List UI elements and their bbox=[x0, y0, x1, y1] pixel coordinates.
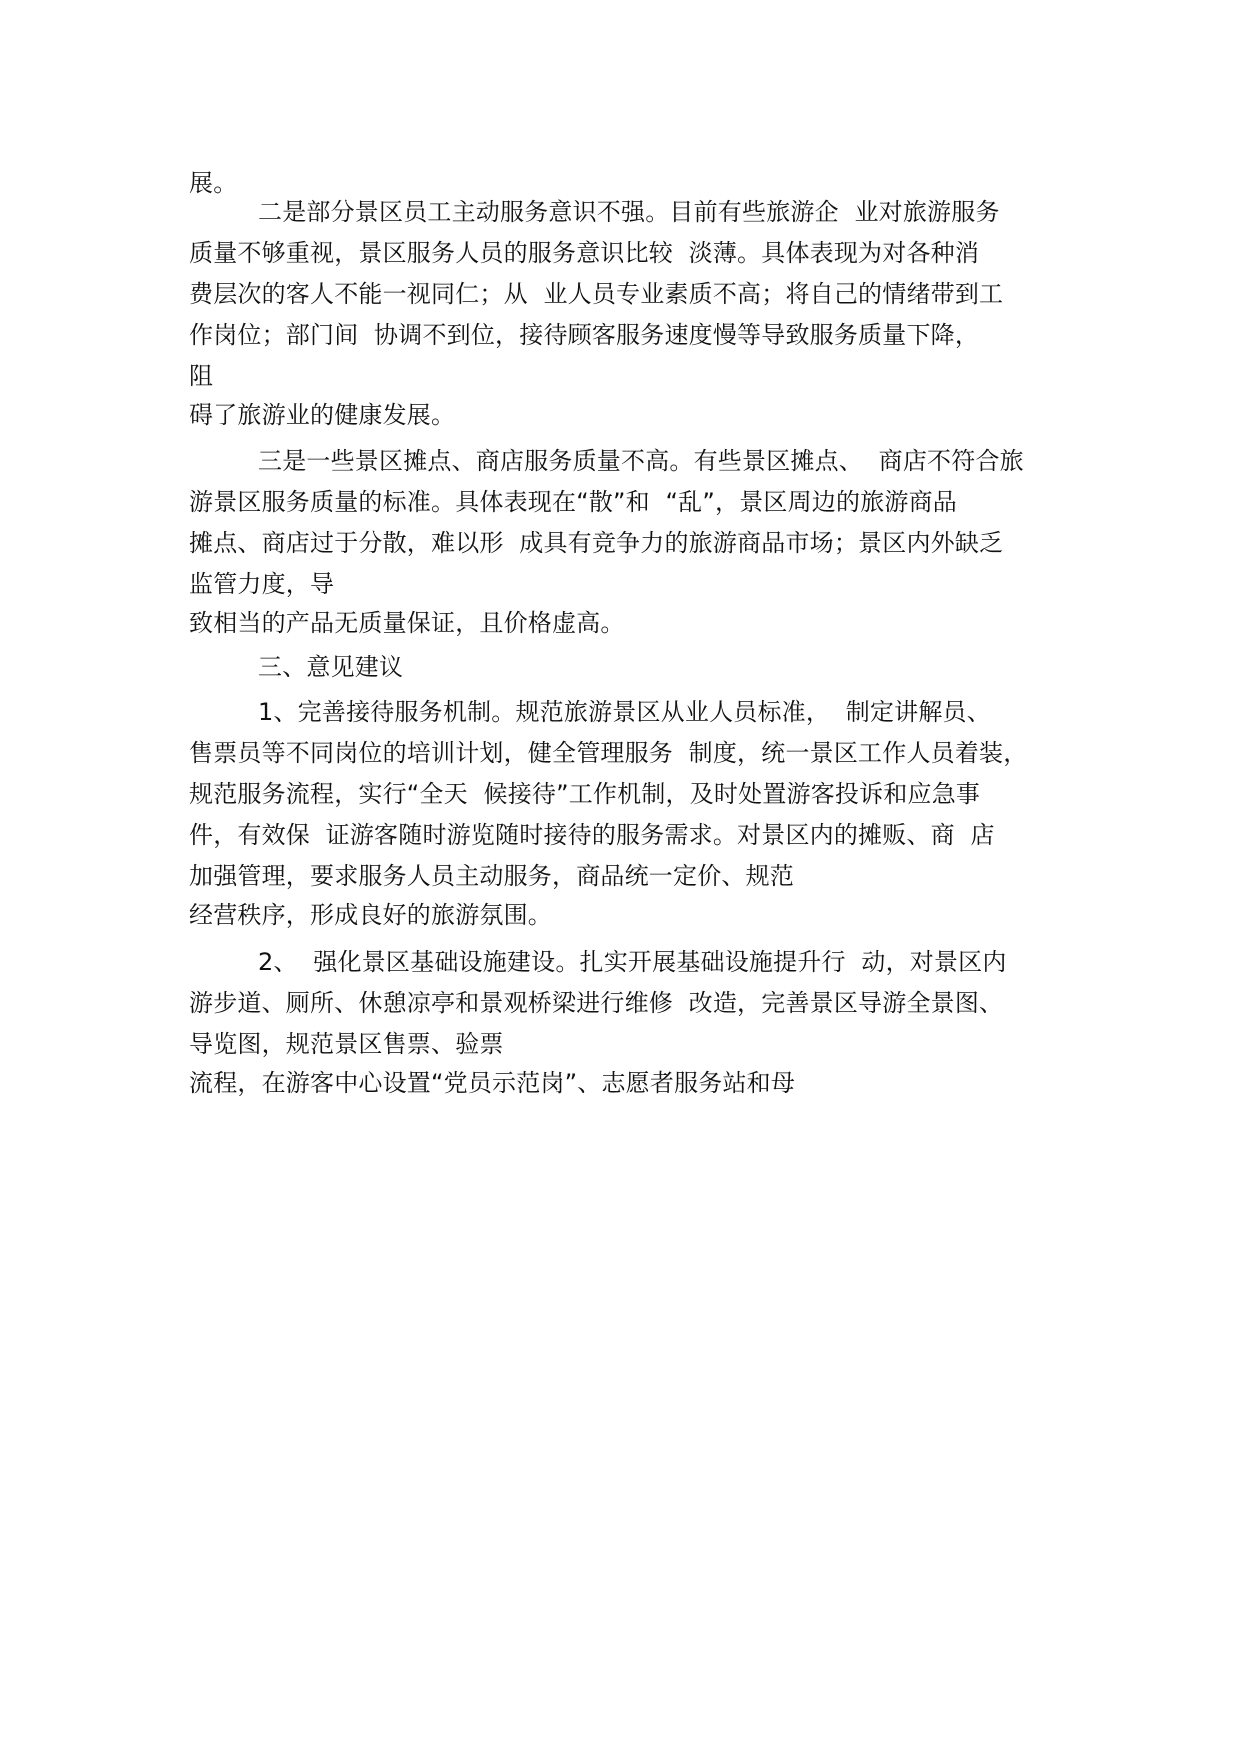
text-line: 导览图，规范景区售票、验票 bbox=[189, 1030, 504, 1058]
text-line: 规范服务流程，实行“全天 候接待”工作机制，及时处置游客投诉和应急事 bbox=[189, 780, 981, 808]
text-line: 售票员等不同岗位的培训计划，健全管理服务 制度，统一景区工作人员着装， bbox=[189, 739, 1028, 767]
text-line: 质量不够重视，景区服务人员的服务意识比较 淡薄。具体表现为对各种消 bbox=[189, 239, 980, 267]
text-line: 展。 bbox=[189, 169, 238, 197]
section-heading: 三、意见建议 bbox=[258, 653, 404, 681]
text-line: 碍了旅游业的健康发展。 bbox=[189, 401, 456, 429]
paragraph-start: 二是部分景区员工主动服务意识不强。目前有些旅游企 业对旅游服务 bbox=[258, 198, 1000, 226]
paragraph-start: 2、 强化景区基础设施建设。扎实开展基础设施提升行 动，对景区内 bbox=[258, 948, 1007, 976]
text-line: 阻 bbox=[189, 362, 214, 390]
text-line: 件，有效保 证游客随时游览随时接待的服务需求。对景区内的摊贩、商 店 bbox=[189, 821, 995, 849]
text-line: 作岗位；部门间 协调不到位，接待顾客服务速度慢等导致服务质量下降， bbox=[189, 321, 980, 349]
text-line: 费层次的客人不能一视同仁；从 业人员专业素质不高；将自己的情绪带到工 bbox=[189, 280, 1004, 308]
text-line: 流程，在游客中心设置“党员示范岗”、志愿者服务站和母 bbox=[189, 1069, 796, 1097]
text-line: 监管力度，导 bbox=[189, 570, 335, 598]
paragraph-start: 1、完善接待服务机制。规范旅游景区从业人员标准， 制定讲解员、 bbox=[258, 698, 991, 726]
text-line: 经营秩序，形成良好的旅游氛围。 bbox=[189, 901, 552, 929]
paragraph-start: 三是一些景区摊点、商店服务质量不高。有些景区摊点、 商店不符合旅 bbox=[258, 447, 1024, 475]
text-line: 加强管理，要求服务人员主动服务，商品统一定价、规范 bbox=[189, 862, 794, 890]
text-line: 游景区服务质量的标准。具体表现在“散”和 “乱”，景区周边的旅游商品 bbox=[189, 488, 957, 516]
text-line: 摊点、商店过于分散，难以形 成具有竞争力的旅游商品市场；景区内外缺乏 bbox=[189, 529, 1004, 557]
text-line: 致相当的产品无质量保证，且价格虚高。 bbox=[189, 609, 625, 637]
text-line: 游步道、厕所、休憩凉亭和景观桥梁进行维修 改造，完善景区导游全景图、 bbox=[189, 989, 1004, 1017]
